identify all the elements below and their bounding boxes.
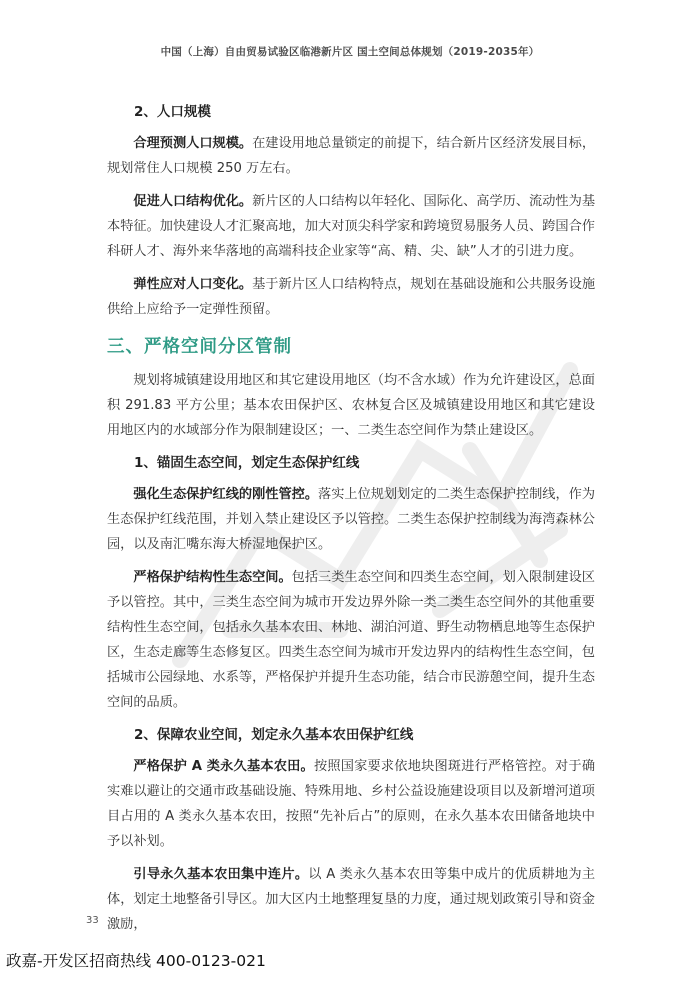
paragraph <box>107 189 595 264</box>
paragraph-lead: 促进人口结构优化。 <box>133 194 253 209</box>
paragraph <box>107 482 595 557</box>
document-body <box>107 100 595 937</box>
page-number: 33 <box>86 915 99 926</box>
paragraph-lead: 合理预测人口规模。 <box>133 136 253 151</box>
paragraph-lead: 强化生态保护红线的刚性管控。 <box>133 487 319 502</box>
paragraph <box>107 272 595 322</box>
paragraph <box>107 862 595 937</box>
paragraph-lead: 弹性应对人口变化。 <box>133 277 253 292</box>
paragraph-text: 规划将城镇建设用地区和其它建设用地区（均不含水域）作为允许建设区，总面积 291.83 平方公里；基本农田保护区、农林复合区及城镇建设用地区和其它建设用地区内的水域部分作为限制建设区；一、二类生态空间作为禁止建设区。 <box>107 373 595 438</box>
subheading-farmland: 2、保障农业空间，划定永久基本农田保护红线 <box>134 727 414 743</box>
footer-hotline: 政嘉-开发区招商热线 400-0123-021 <box>6 952 266 970</box>
paragraph-text: 按照国家要求依地块图斑进行严格管控。对于确实难以避让的交通市政基础设施、特殊用地、乡村公益设施建设项目以及新增河道项目占用的 A 类永久基本农田，按照“先补后占”的原则，在永久基本农田储备地块中予以补划。 <box>107 759 596 849</box>
paragraph-text: 落实上位规划划定的二类生态保护控制线，作为生态保护红线范围，并划入禁止建设区予以管控。二类生态保护控制线为海湾森林公园，以及南汇嘴东海大桥湿地保护区。 <box>107 487 596 552</box>
paragraph-text: 新片区的人口结构以年轻化、国际化、高学历、流动性为基本特征。加快建设人才汇聚高地，加大对顶尖科学家和跨境贸易服务人员、跨国合作科研人才、海外来华落地的高端科技企业家等“高、精、尖、缺”人才的引进力度。 <box>107 194 596 259</box>
paragraph <box>107 754 595 854</box>
paragraph-lead: 严格保护 A 类永久基本农田。 <box>133 759 314 774</box>
paragraph-lead: 引导永久基本农田集中连片。 <box>133 867 309 882</box>
page-header: 中国（上海）自由贸易试验区临港新片区 国土空间总体规划（2019-2035年） <box>160 46 540 58</box>
paragraph-text: 在建设用地总量锁定的前提下，结合新片区经济发展目标，规划常住人口规模 250 万左右。 <box>107 136 596 176</box>
paragraph-lead: 严格保护结构性生态空间。 <box>133 570 292 585</box>
paragraph-text: 包括三类生态空间和四类生态空间，划入限制建设区予以管控。其中，三类生态空间为城市开发边界外除一类二类生态空间外的其他重要结构性生态空间，包括永久基本农田、林地、湖泊河道、野生动物栖息地等生态保护区，生态走廊等生态修复区。四类生态空间为城市开发边界内的结构性生态空间，包括城市公园绿地、水系等，严格保护并提升生态功能，结合市民游憩空间，提升生态空间的品质。 <box>107 570 595 710</box>
subheading-population: 2、人口规模 <box>134 104 211 120</box>
paragraph-text: 以 A 类永久基本农田等集中成片的优质耕地为主体，划定土地整备引导区。加大区内土地整理复垦的力度，通过规划政策引导和资金激励， <box>107 867 596 932</box>
paragraph <box>107 131 595 181</box>
subheading-ecology: 1、锚固生态空间，划定生态保护红线 <box>134 455 360 471</box>
section-heading: 三、严格空间分区管制 <box>107 337 292 357</box>
paragraph <box>107 565 595 715</box>
paragraph-text: 基于新片区人口结构特点，规划在基础设施和公共服务设施供给上应给予一定弹性预留。 <box>107 277 596 317</box>
paragraph <box>107 368 595 443</box>
